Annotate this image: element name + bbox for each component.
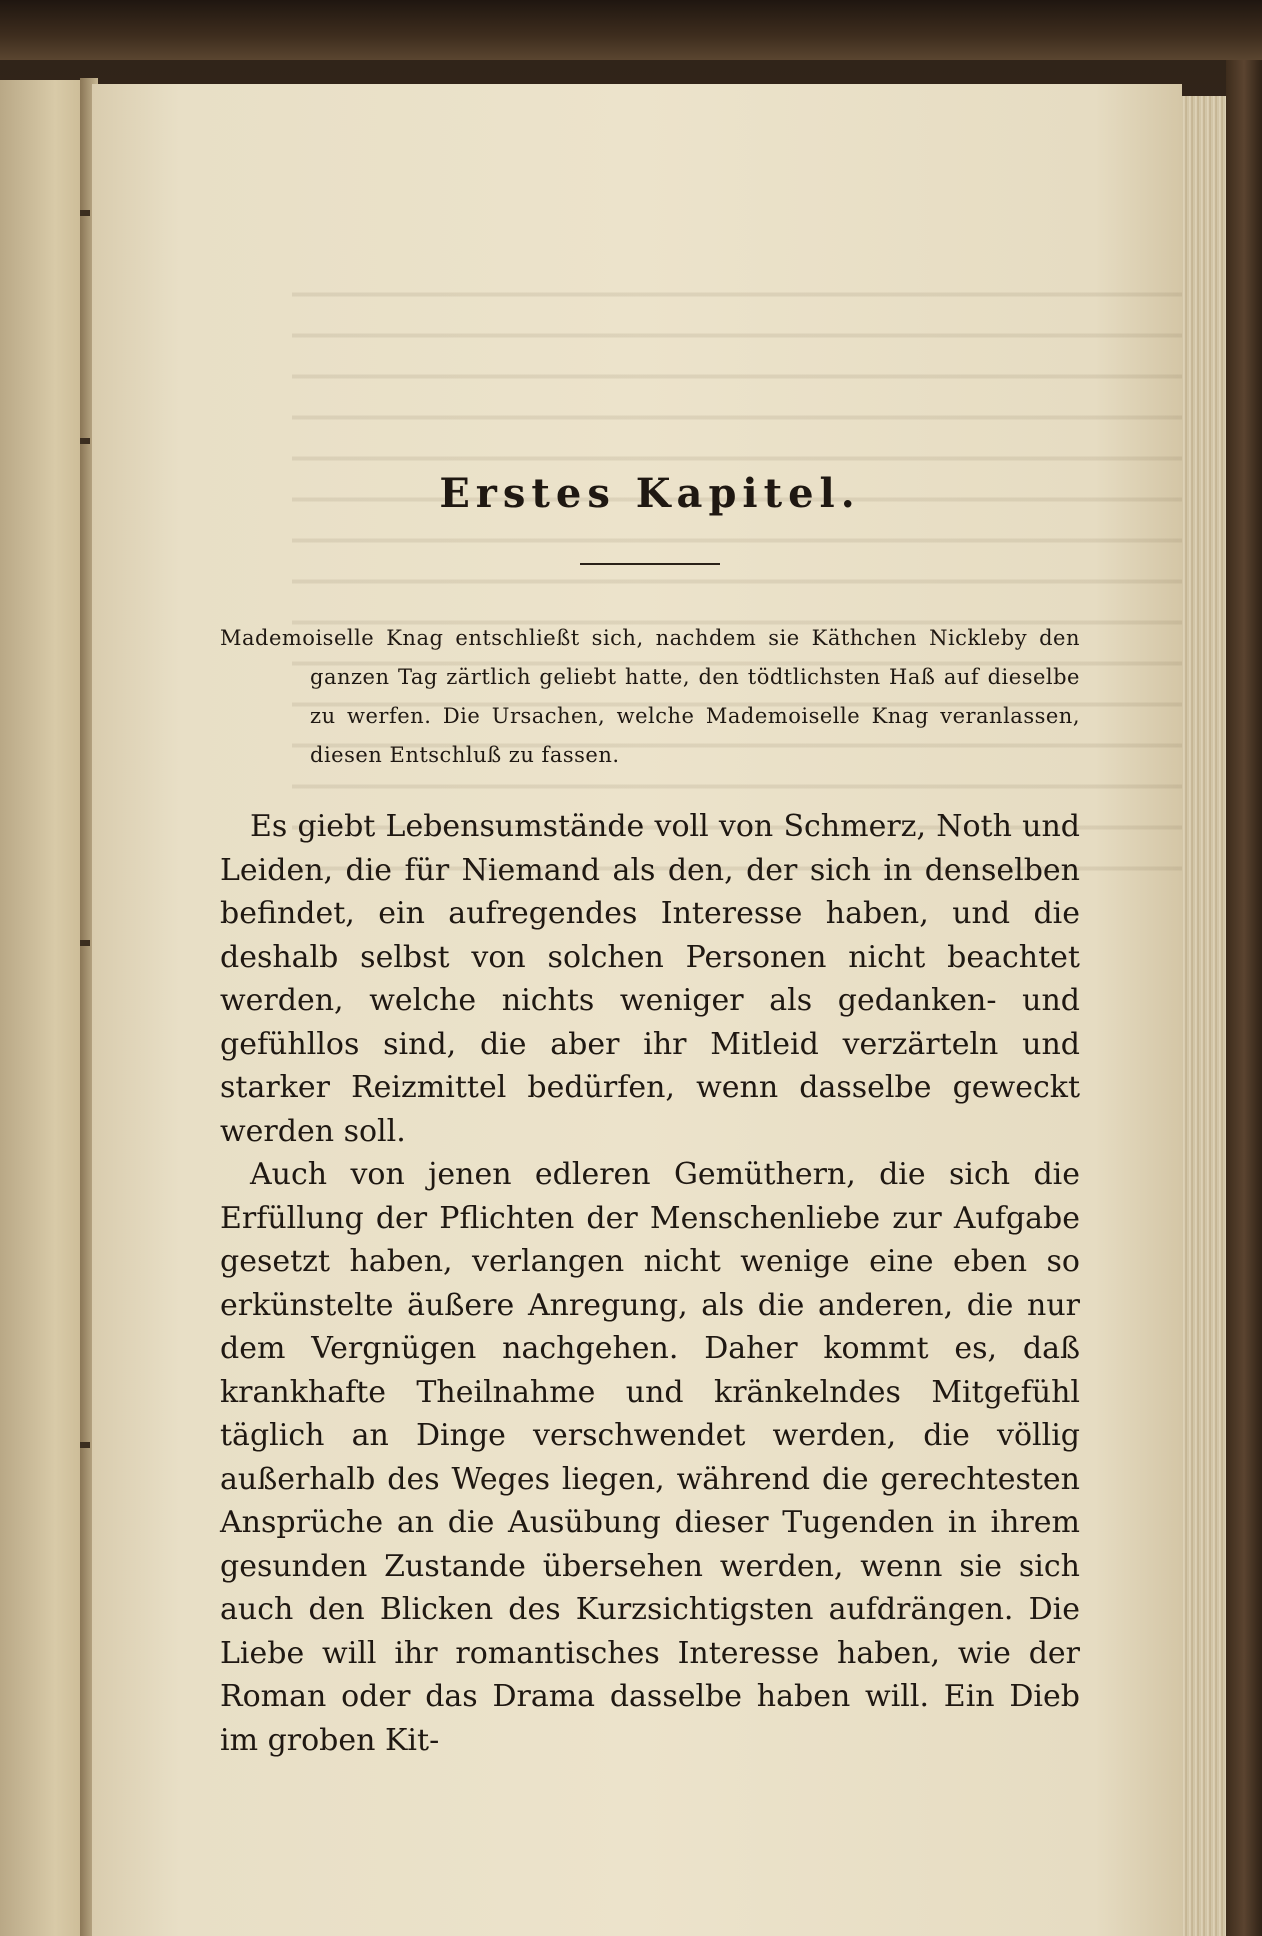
book-top-edge — [0, 0, 1262, 60]
binding-thread — [80, 1442, 90, 1448]
title-rule — [580, 563, 720, 565]
chapter-title: Erstes Kapitel. — [439, 470, 861, 517]
body-paragraph: Auch von jenen edleren Gemüthern, die sich die Erfüllung der Pflichten der Menschenliebe zur Aufgabe gesetzt haben, verlangen nicht wenige eine eben so erkünstelte äußere Anregung, als die anderen, die nur dem Vergnügen nachgehen. Daher kommt es, daß krankhafte Theilnahme und kränkelndes Mitgefühl täglich an Dinge verschwendet werden, die völlig außerhalb des Weges liegen, während die gerechtesten Ansprüche an die Ausübung dieser Tugenden in ihrem gesunden Zustande übersehen werden, wenn sie sich auch den Blicken des Kurzsichtigsten aufdrängen. Die Liebe will ihr romantisches Interesse haben, wie der Roman oder das Drama dasselbe haben will. Ein Dieb im groben Kit- — [220, 1157, 1080, 1758]
binding-thread — [80, 210, 90, 216]
book-cover-edge — [1226, 60, 1262, 1936]
binding-thread — [80, 940, 90, 946]
page-content — [220, 470, 1080, 1762]
binding-thread — [80, 438, 90, 444]
chapter-summary: Mademoiselle Knag entschließt sich, nachdem sie Käthchen Nickleby den ganzen Tag zärtlich geliebt hatte, den tödtlichsten Haß auf dieselbe zu werfen. Die Ursachen, welche Mademoiselle Knag veranlassen, diesen Entschluß zu fassen. — [220, 626, 1080, 767]
body-paragraph: Es giebt Lebensumstände voll von Schmerz, Noth und Leiden, die für Niemand als den, der sich in denselben befindet, ein aufregendes Interesse haben, und die deshalb selbst von solchen Personen nicht beachtet werden, welche nichts weniger als gedanken- und gefühllos sind, die aber ihr Mitleid verzärteln und starker Reizmittel bedürfen, wenn dasselbe geweckt werden soll. — [220, 809, 1080, 1149]
left-page-edge — [0, 80, 92, 1936]
page-stack-edges — [1182, 96, 1226, 1936]
